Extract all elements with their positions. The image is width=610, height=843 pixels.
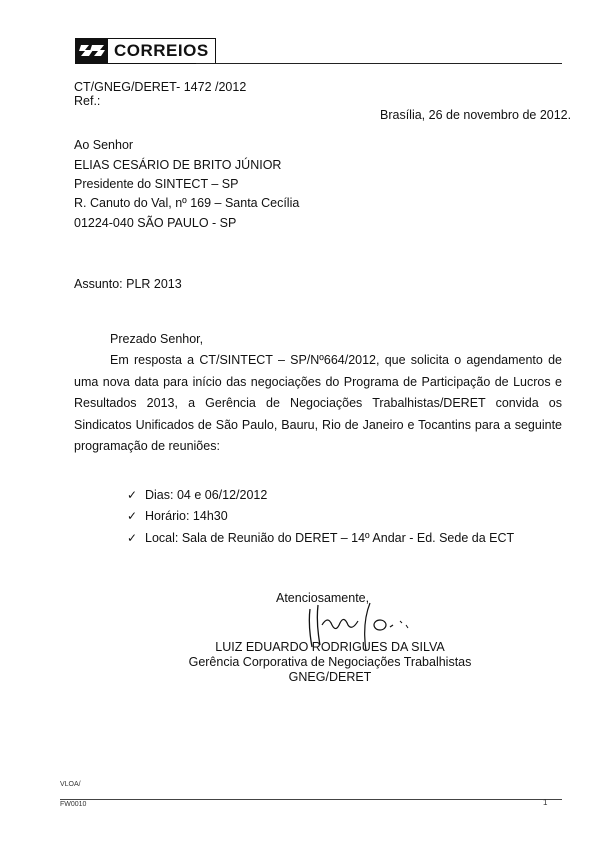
subject-line: Assunto: PLR 2013 (74, 277, 182, 291)
header-rule (196, 63, 562, 64)
correios-logo-mark-icon (76, 39, 108, 63)
signatory-name: LUIZ EDUARDO RODRIGUES DA SILVA (215, 640, 445, 654)
reference-label: Ref.: (74, 94, 101, 108)
list-item (127, 506, 514, 528)
schedule-list (127, 484, 514, 549)
recipient-salutation: Ao Senhor (74, 138, 134, 152)
closing: Atenciosamente, (276, 591, 370, 605)
form-code: FW0010 (60, 801, 87, 808)
signatory-department: Gerência Corporativa de Negociações Trabalhistas (188, 655, 472, 669)
typist-initials: VLOA/ (60, 781, 81, 788)
schedule-days: Dias: 04 e 06/12/2012 (145, 487, 268, 502)
recipient-address: R. Canuto do Val, nº 169 – Santa Cecília (74, 196, 300, 210)
reference-number: CT/GNEG/DERET- 1472 /2012 (74, 80, 247, 94)
page-number: 1 (543, 798, 548, 807)
place-date: Brasília, 26 de novembro de 2012. (380, 108, 572, 122)
greeting: Prezado Senhor, (110, 332, 204, 346)
schedule-time: Horário: 14h30 (145, 509, 228, 524)
footer-rule (60, 799, 562, 800)
list-item (127, 527, 514, 549)
list-item (127, 484, 514, 506)
checkmark-icon: ✓ (127, 509, 138, 524)
checkmark-icon: ✓ (127, 530, 138, 545)
body-paragraph (74, 350, 562, 458)
recipient-title: Presidente do SINTECT – SP (74, 177, 239, 191)
schedule-location: Local: Sala de Reunião do DERET – 14º Andar - Ed. Sede da ECT (145, 530, 515, 545)
signatory-unit: GNEG/DERET (288, 670, 372, 684)
checkmark-icon: ✓ (127, 487, 138, 502)
signatory-block (180, 640, 480, 685)
recipient-city: 01224-040 SÃO PAULO - SP (74, 216, 237, 230)
correios-logo (75, 38, 216, 64)
correios-wordmark: CORREIOS (114, 41, 209, 60)
body-text: Em resposta a CT/SINTECT – SP/Nº664/2012, que solicita o agendamento de uma nova data para início das negociações do Programa de Participação de Lucros e Resultados 2013, a Gerência de Negociações Trabalhistas/DERET convida os Sindicatos Unificados de São Paulo, Bauru, Rio de Janeiro e Tocantins para a seguinte programação de reuniões: (74, 353, 562, 453)
recipient-name: ELIAS CESÁRIO DE BRITO JÚNIOR (74, 158, 282, 172)
